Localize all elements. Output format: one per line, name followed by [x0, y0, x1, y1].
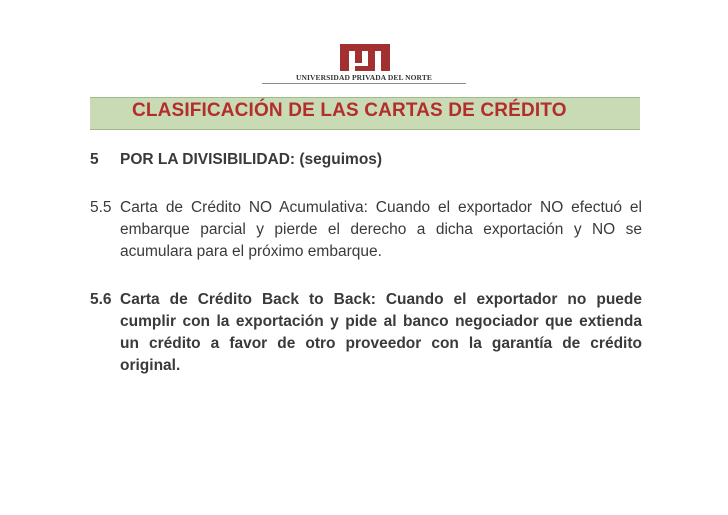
section-number: 5 [90, 151, 99, 168]
university-name: UNIVERSIDAD PRIVADA DEL NORTE [295, 73, 433, 82]
university-logo-icon [340, 44, 390, 71]
item-number: 5.6 [90, 291, 112, 308]
logo-divider [262, 83, 466, 84]
item-text: Carta de Crédito Back to Back: Cuando el exportador no puede cumplir con la exportación y pide al banco negociador que extienda un crédito a favor de otro proveedor con la garantía de crédito original. [120, 291, 642, 374]
item-text: Carta de Crédito NO Acumulativa: Cuando el exportador NO efectuó el embarque parcial y pierde el derecho a dicha exportación y NO se acumulara para el próximo embarque. [120, 199, 642, 260]
list-item-5-5 [90, 197, 642, 263]
list-item-5-6 [90, 289, 642, 377]
item-number: 5.5 [90, 199, 112, 216]
section-text: POR LA DIVISIBILIDAD: (seguimos) [120, 151, 383, 168]
section-heading [90, 149, 642, 171]
slide-title: CLASIFICACIÓN DE LAS CARTAS DE CRÉDITO [132, 100, 567, 121]
